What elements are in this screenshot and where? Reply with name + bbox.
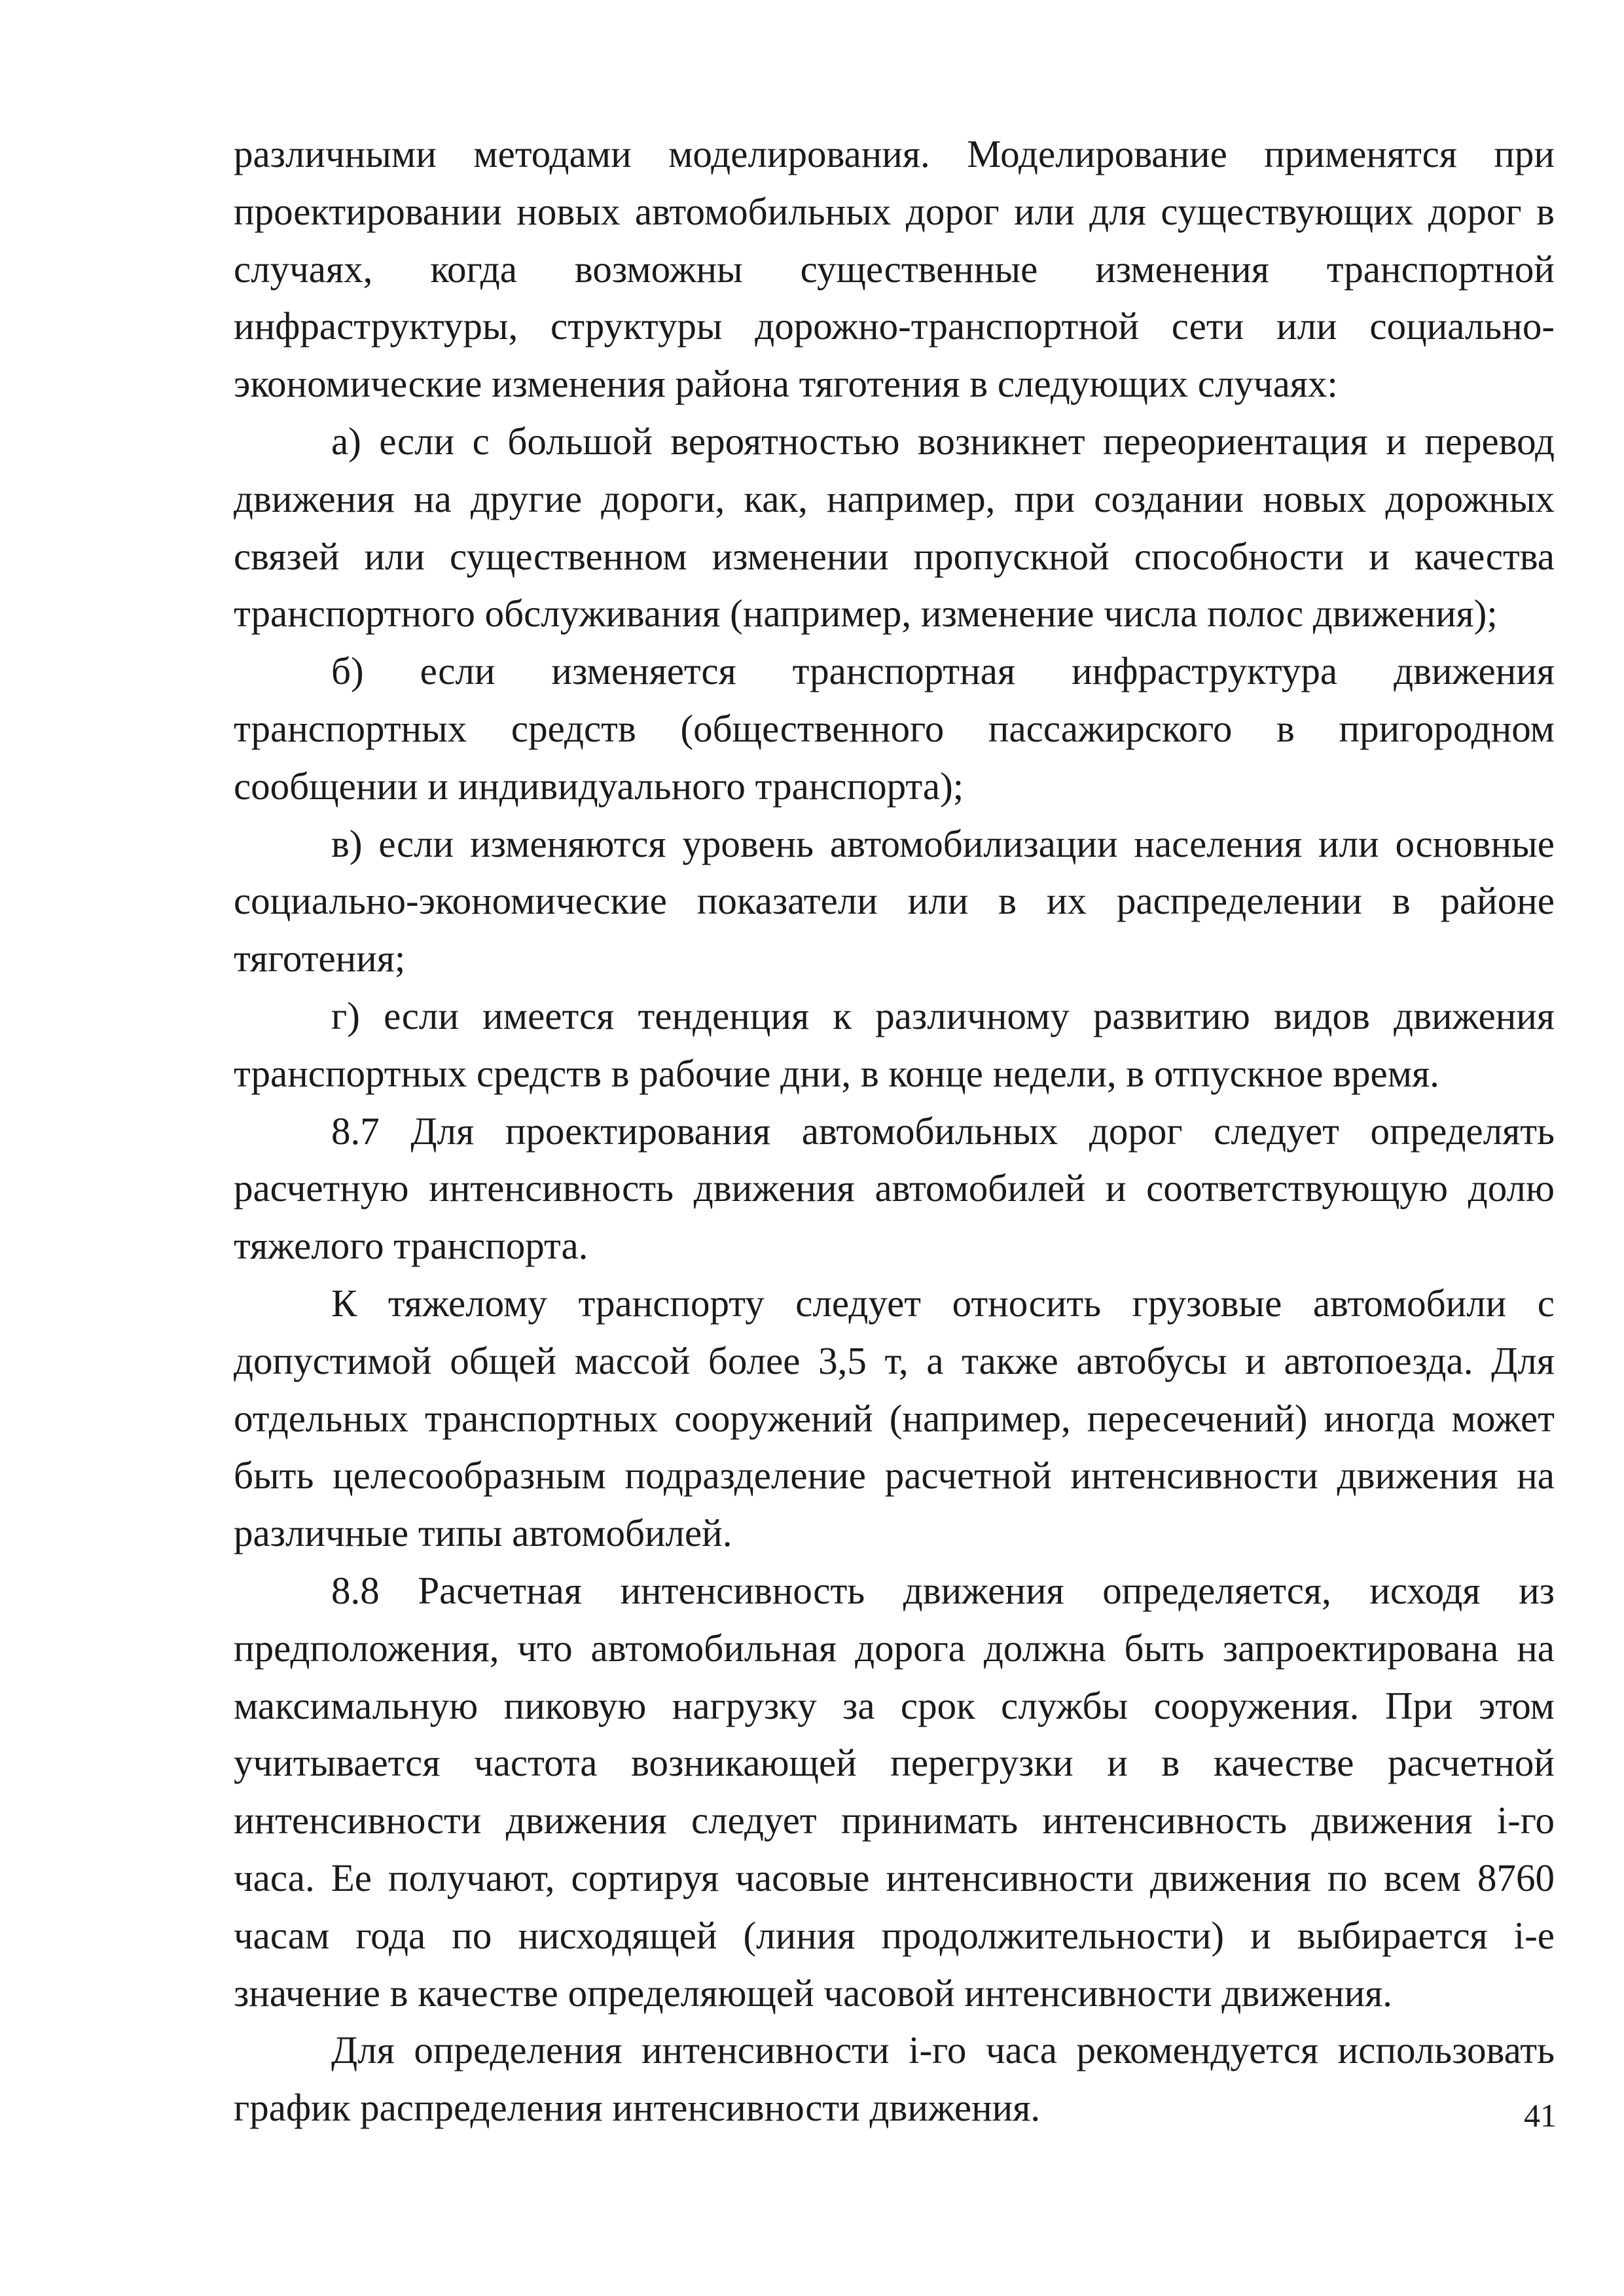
paragraph-section-8-8: 8.8 Расчетная интенсивность движения определяется, исходя из предположения, что автомобильная дорога должна быть запроектирована на максимальную пиковую нагрузку за срок службы сооружения. При этом учитывается частота возникающей перегрузки и в качестве расчетной интенсивности движения следует принимать интенсивность движения i-го часа. Ее получают, сортируя часовые интенсивности движения по всем 8760 часам года по нисходящей (линия продолжительности) и выбирается i-е значение в качестве определяющей часовой интенсивности движения. (234, 1568, 1555, 2015)
paragraph-item-v: в) если изменяются уровень автомобилизации населения или основные социально-экономические показатели или в их распределении в районе тяготения; (234, 821, 1555, 980)
paragraph-section-8-7: 8.7 Для проектирования автомобильных дорог следует определять расчетную интенсивность движения автомобилей и соответствующую долю тяжелого транспорта. (234, 1109, 1555, 1268)
body-text (234, 126, 1555, 2137)
paragraph-item-g: г) если имеется тенденция к различному развитию видов движения транспортных средств в рабочие дни, в конце недели, в отпускное время. (234, 994, 1555, 1095)
page-number: 41 (1524, 2097, 1557, 2134)
paragraph-item-a: а) если с большой вероятностью возникнет переориентация и перевод движения на другие дороги, как, например, при создании новых дорожных связей или существенном изменении пропускной способности и качества транспортного обслуживания (например, изменение числа полос движения); (234, 419, 1555, 636)
paragraph-continuation: различными методами моделирования. Моделирование применятся при проектировании новых автомобильных дорог или для существующих дорог в случаях, когда возможны существенные изменения транспортной инфраструктуры, структуры дорожно-транспортной сети или социально-экономические изменения района тяготения в следующих случаях: (234, 132, 1555, 406)
paragraph-recommendation: Для определения интенсивности i-го часа рекомендуется использовать график распределения интенсивности движения. (234, 2028, 1555, 2130)
paragraph-item-b: б) если изменяется транспортная инфраструктура движения транспортных средств (общественного пассажирского в пригородном сообщении и индивидуального транспорта); (234, 649, 1555, 808)
paragraph-heavy-transport: К тяжелому транспорту следует относить грузовые автомобили с допустимой общей массой более 3,5 т, а также автобусы и автопоезда. Для отдельных транспортных сооружений (например, пересечений) иногда может быть целесообразным подразделение расчетной интенсивности движения на различные типы автомобилей. (234, 1281, 1555, 1555)
